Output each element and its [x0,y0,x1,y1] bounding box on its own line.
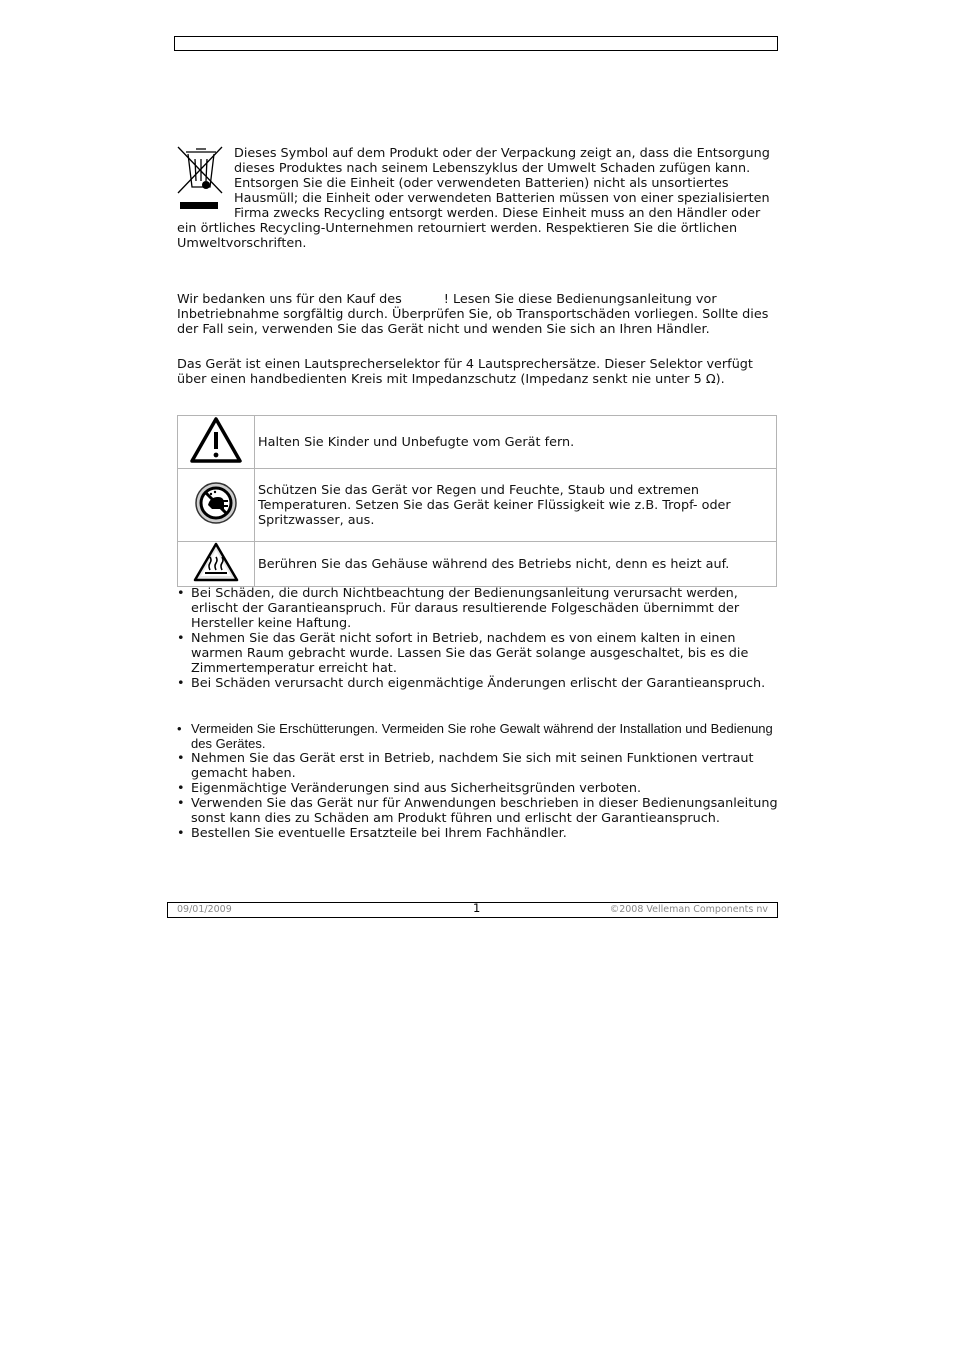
safety-row [178,416,777,469]
safety-table [177,415,777,587]
weee-notice-text: Dieses Symbol auf dem Produkt oder der Verpackung zeigt an, dass die Entsorgung dieses Produktes nach seinem Lebenszyklus der Umwelt Schaden zufügen kann. Entsorgen Sie die Einheit (oder verwendeten Batterien) nicht als unsortiertes Hausmüll; die Einheit oder verwendeten Batterien müssen von einer spezialisierten Firma zwecks Recycling entsorgt werden. Diese Einheit muss an den Händler oder ein örtliches Recycling-Unternehmen retourniert werden. Respektieren Sie die örtlichen Umweltvorschriften. [177,146,770,251]
list-item: • Nehmen Sie das Gerät erst in Betrieb, nachdem Sie sich mit seinen Funktionen vertraut gemacht haben. [177,751,779,781]
list-item: • Bei Schäden verursacht durch eigenmächtige Änderungen erlischt der Garantieanspruch. [177,676,779,691]
safety-row [178,469,777,542]
list-item: • Verwenden Sie das Gerät nur für Anwendungen beschrieben in dieser Bedienungsanleitung sonst kann dies zu Schäden am Produkt führen und erlischt der Garantieanspruch. [177,796,779,826]
list-item: • Eigenmächtige Veränderungen sind aus Sicherheitsgründen verboten. [177,781,779,796]
page-number: 1 [473,901,481,915]
safety-row [178,542,777,587]
product-description: Das Gerät ist einen Lautsprecherselektor für 4 Lautsprechersätze. Dieser Selektor verfügt über einen handbedienten Kreis mit Impedanzschutz (Impedanz senkt nie unter 5 Ω). [177,357,753,387]
intro-paragraph [177,292,779,337]
hot-surface-icon [193,542,239,582]
list-item: • Nehmen Sie das Gerät nicht sofort in Betrieb, nachdem es von einem kalten in einen warmen Raum gebracht wurde. Lassen Sie das Gerät solange ausgeschaltet, bis es die Zimmertemperatur erreicht hat. [177,631,779,676]
footer-copyright: ©2008 Velleman Components nv [609,904,768,915]
usage-list [177,721,779,841]
safety-text: Berühren Sie das Gehäuse während des Betriebs nicht, denn es heizt auf. [255,542,777,587]
warning-triangle-icon [190,417,242,463]
list-item: • Vermeiden Sie Erschütterungen. Vermeiden Sie rohe Gewalt während der Installation und Bedienung des Gerätes. [177,721,779,751]
warranty-list [177,586,779,691]
safety-text: Schützen Sie das Gerät vor Regen und Feuchte, Staub und extremen Temperaturen. Setzen Sie das Gerät keiner Flüssigkeit wie z.B. Tropf- oder Spritzwasser, aus. [255,469,777,542]
intro-text-start: Wir bedanken uns für den Kauf des [177,292,402,307]
no-water-icon [194,481,238,525]
header-box [174,36,778,51]
icon-spacer [177,146,234,212]
intro-text-rest: ! Lesen Sie diese Bedienungsanleitung vor Inbetriebnahme sorgfältig durch. Überprüfen Sie, ob Transportschäden vorliegen. Sollte dies der Fall sein, verwenden Sie das Gerät nicht und wenden Sie sich an Ihren Händler. [177,292,769,337]
list-item: • Bei Schäden, die durch Nichtbeachtung der Bedienungsanleitung verursacht werden, erlischt der Garantieanspruch. Für daraus resultierende Folgeschäden übernimmt der Hersteller keine Haftung. [177,586,779,631]
footer-date: 09/01/2009 [177,904,232,915]
page-footer [167,902,778,918]
weee-notice [177,146,779,251]
safety-text: Halten Sie Kinder und Unbefugte vom Gerät fern. [255,416,777,469]
list-item: • Bestellen Sie eventuelle Ersatzteile bei Ihrem Fachhändler. [177,826,779,841]
